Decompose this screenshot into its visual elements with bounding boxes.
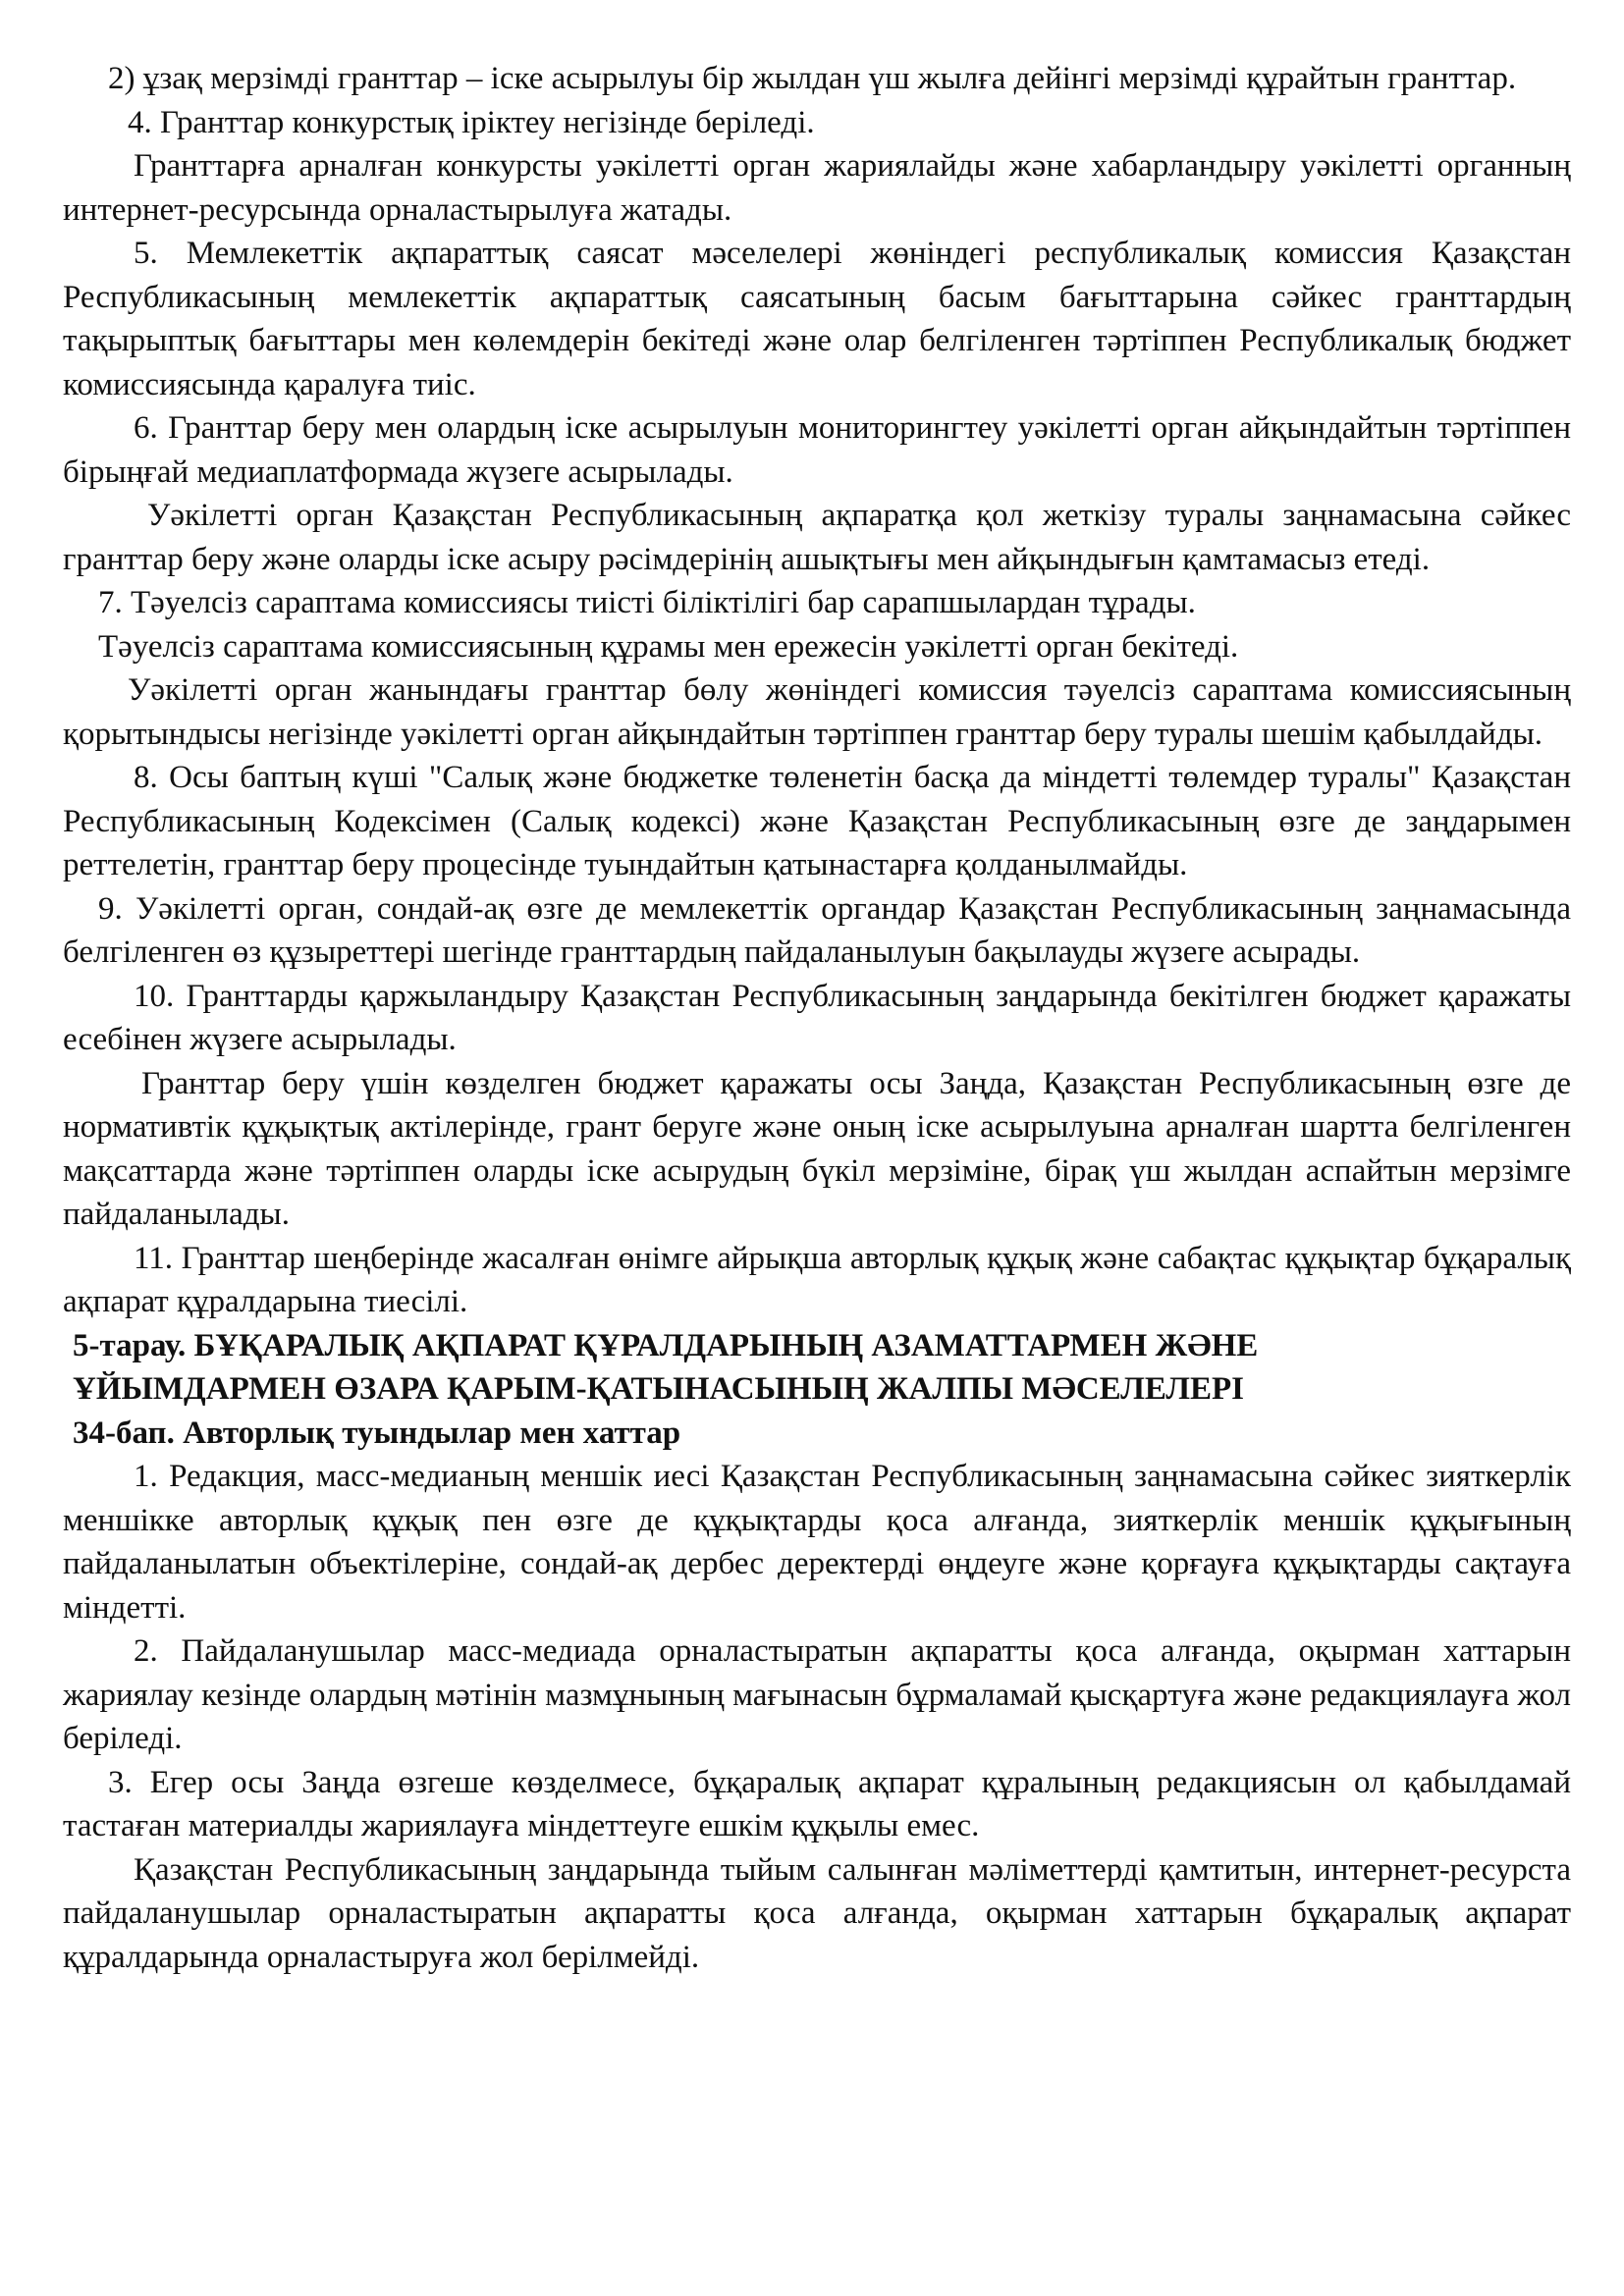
paragraph: 2) ұзақ мерзімді гранттар – іске асырылуы бір жылдан үш жылға дейінгі мерзімді құрайтын гранттар.	[108, 61, 1517, 96]
paragraph: Қазақстан Республикасының заңдарында тыйым салынған мәліметтерді қамтитын, интернет-ресурста пайдаланушылар орналастыратын ақпаратты қоса алғанда, оқырман хаттарын бұқаралық ақпарат құралдарында орналастыруға жол берілмейді.	[63, 1851, 1571, 1975]
paragraph: Уәкілетті орган жанындағы гранттар бөлу жөніндегі комиссия тәуелсіз сараптама комиссиясының қорытындысы негізінде уәкілетті орган айқындайтын тәртіппен гранттар беру туралы шешім қабылдайды.	[63, 672, 1571, 752]
document-page	[63, 57, 1571, 1979]
paragraph: Тәуелсіз сараптама комиссиясының құрамы мен ережесін уәкілетті орган бекітеді.	[98, 628, 1239, 665]
section-heading	[63, 1324, 1571, 1412]
section-heading-line: ҰЙЫМДАРМЕН ӨЗАРА ҚАРЫМ-ҚАТЫНАСЫНЫҢ ЖАЛПЫ МӘСЕЛЕЛЕРІ	[73, 1371, 1245, 1407]
article-heading: 34-бап. Авторлық туындылар мен хаттар	[73, 1415, 681, 1451]
paragraph: Гранттар беру үшін көзделген бюджет қаражаты осы Заңда, Қазақстан Республикасының өзге де нормативтік құқықтық актілерінде, грант беруге және оның іске асырылуына арналған шартта белгіленген мақсаттарда және тәртіппен оларды іске асырудың бүкіл мерзіміне, бірақ үш жылдан аспайтын мерзімге пайдаланылады.	[63, 1065, 1571, 1232]
paragraph: 9. Уәкілетті орган, сондай-ақ өзге де мемлекеттік органдар Қазақстан Республикасының заңнамасында белгіленген өз құзыреттері шегінде гранттардың пайдаланылуын бақылауды жүзеге асырады.	[63, 890, 1571, 970]
paragraph: 2. Пайдаланушылар масс-медиада орналастыратын ақпаратты қоса алғанда, оқырман хаттарын жариялау кезінде олардың мәтінін мазмұнының мағынасын бұрмаламай қысқартуға және редакциялауға жол беріледі.	[63, 1633, 1571, 1756]
paragraph: 6. Гранттар беру мен олардың іске асырылуын мониторингтеу уәкілетті орган айқындайтын тәртіппен бірыңғай медиаплатформада жүзеге асырылады.	[63, 410, 1571, 490]
paragraph: 10. Гранттарды қаржыландыру Қазақстан Республикасының заңдарында бекітілген бюджет қаражаты есебінен жүзеге асырылады.	[63, 978, 1571, 1057]
paragraph: 5. Мемлекеттік ақпараттық саясат мәселелері жөніндегі республикалық комиссия Қазақстан Республикасының мемлекеттік ақпараттық саясатының басым бағыттарына сәйкес гранттардың тақырыптық бағыттары мен көлемдерін бекітеді және олар белгіленген тәртіппен Республикалық бюджет комиссиясында қаралуға тиіс.	[63, 236, 1571, 402]
paragraph: Гранттарға арналған конкурсты уәкілетті орган жариялайды және хабарландыру уәкілетті органның интернет-ресурсында орналастырылуға жатады.	[63, 148, 1571, 228]
paragraph: 8. Осы баптың күші "Салық және бюджетке төленетін басқа да міндетті төлемдер туралы" Қазақстан Республикасының Кодексімен (Салық кодексі) және Қазақстан Республикасының өзге де заңдарымен реттелетін, гранттар беру процесінде туындайтын қатынастарға қолданылмайды.	[63, 760, 1571, 882]
paragraph: 11. Гранттар шеңберінде жасалған өнімге айрықша авторлық құқық және сабақтас құқықтар бұқаралық ақпарат құралдарына тиесілі.	[63, 1240, 1571, 1319]
paragraph: 1. Редакция, масс-медианың меншік иесі Қазақстан Республикасының заңнамасына сәйкес зияткерлік меншікке авторлық құқық пен өзге де құқықтарды қоса алғанда, зияткерлік меншік құқығының пайдаланылатын объектілеріне, сондай-ақ дербес деректерді өңдеуге және қорғауға құқықтарды сақтауға міндетті.	[63, 1459, 1571, 1626]
paragraph: 4. Гранттар конкурстық іріктеу негізінде беріледі.	[128, 104, 815, 140]
section-heading-line: 5-тарау. БҰҚАРАЛЫҚ АҚПАРАТ ҚҰРАЛДАРЫНЫҢ АЗАМАТТАРМЕН ЖӘНЕ	[73, 1327, 1259, 1363]
paragraph: 3. Егер осы Заңда өзгеше көзделмесе, бұқаралық ақпарат құралының редакциясын ол қабылдамай тастаған материалды жариялауға міндеттеуге ешкім құқылы емес.	[63, 1764, 1571, 1843]
paragraph: Уәкілетті орган Қазақстан Республикасының ақпаратқа қол жеткізу туралы заңнамасына сәйкес гранттар беру және оларды іске асыру рәсімдерінің ашықтығы мен айқындығын қамтамасыз етеді.	[63, 498, 1571, 577]
paragraph: 7. Тәуелсіз сараптама комиссиясы тиісті біліктілігі бар сарапшылардан тұрады.	[98, 585, 1196, 620]
